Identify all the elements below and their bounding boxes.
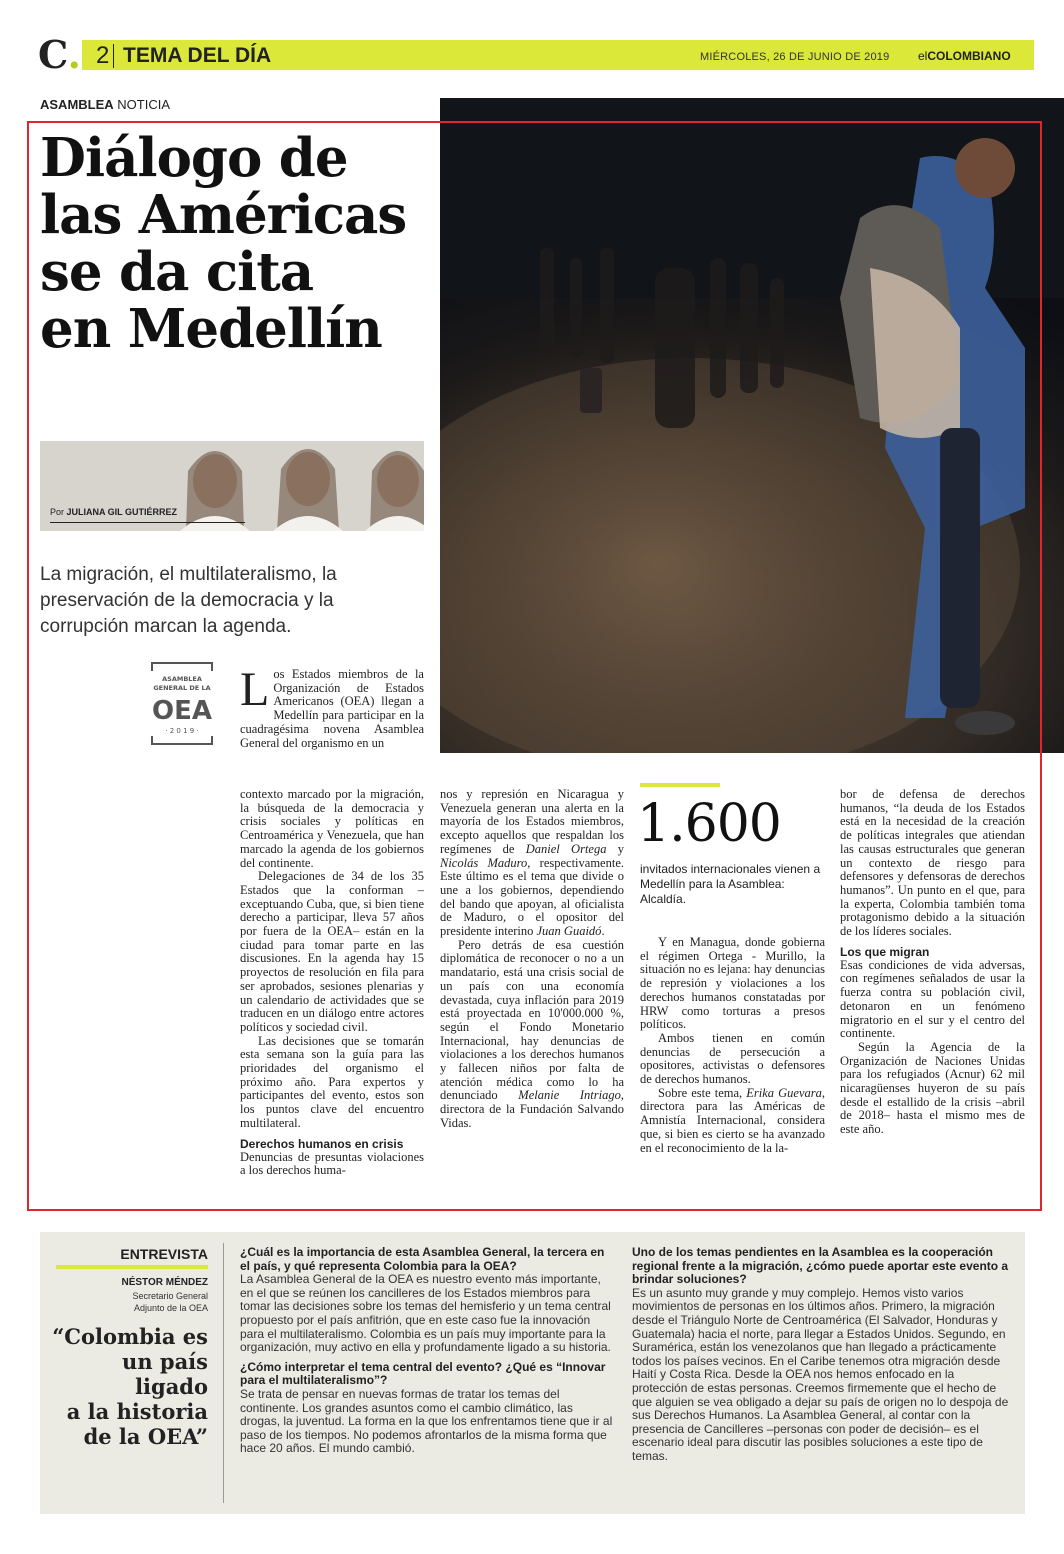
quote-line-3: a la historia bbox=[66, 1399, 208, 1424]
stat-number: 1.600 bbox=[637, 794, 781, 854]
byline-rule bbox=[50, 522, 245, 523]
interview-col-2 bbox=[632, 1246, 1010, 1470]
headline-line-3: se da cita bbox=[40, 241, 314, 303]
stat-caption: invitados internacionales vienen a Medellín para la Asamblea: Alcaldía. bbox=[640, 862, 821, 906]
article-col-1 bbox=[240, 788, 424, 1178]
interview-divider bbox=[223, 1243, 224, 1503]
oea-assembly-logo bbox=[146, 661, 218, 746]
kicker-rest: NOTICIA bbox=[113, 97, 171, 112]
col2-p1-d: . bbox=[601, 924, 605, 939]
question-1: ¿Cuál es la importancia de esta Asamblea General, la tercera en el país, y qué representa Colombia para la OEA? bbox=[240, 1245, 605, 1273]
byline-author: JULIANA GIL GUTIÉRREZ bbox=[66, 507, 178, 517]
lead-paragraph bbox=[40, 562, 420, 640]
kicker-bold: ASAMBLEA bbox=[40, 97, 114, 112]
oea-logo-main: OEA bbox=[152, 696, 212, 726]
interview-accent-bar bbox=[56, 1265, 208, 1269]
interview-col-1 bbox=[240, 1246, 615, 1462]
newspaper-logo bbox=[38, 32, 81, 77]
byline bbox=[50, 507, 177, 518]
pull-quote bbox=[46, 1324, 208, 1449]
byline-prefix: Por bbox=[50, 507, 67, 517]
col2-p1-name-ortega: Daniel Ortega bbox=[525, 841, 607, 856]
col2-p1-b: y bbox=[606, 841, 625, 856]
col5-paragraph-3: Según la Agencia de la Organización de Naciones Unidas para los refugiados (Acnur) 62 mil nicaragüenses huyeron de su país desde el estallido de la crisis –abril de 2018– hasta el mismo mes de este año. bbox=[840, 1039, 1025, 1137]
col1-paragraph-1: contexto marcado por la migración, la búsqueda de la democracia y crisis sociales y políticas en Centroamérica y Venezuela, que han marcado la agenda de los gobiernos del continente. bbox=[240, 787, 424, 870]
role-line-1: Secretario General bbox=[132, 1291, 208, 1301]
headline-line-4: en Medellín bbox=[40, 298, 382, 360]
interviewee-name: NÉSTOR MÉNDEZ bbox=[121, 1277, 208, 1288]
role-line-2: Adjunto de la OEA bbox=[133, 1303, 208, 1313]
subhead-los-que-migran: Los que migran bbox=[840, 944, 930, 959]
col1-top-text: os Estados miembros de la Organización de Estados Americanos (OEA) llegan a Medellín para participar en la cuadragésima novena Asamblea General del organismo en un bbox=[240, 667, 424, 750]
drop-cap: L bbox=[240, 663, 270, 716]
col4-p3-name: Erika Guevara bbox=[746, 1085, 822, 1100]
col2-p1-c: , respectivamente. Este último es el tema que divide o une a los gobiernos, dependiendo del bando que apoyan, al oficialista de Maduro, o el opositor del presidente interino bbox=[440, 855, 624, 939]
brand-name bbox=[918, 49, 1011, 63]
col5-paragraph-1: bor de defensa de derechos humanos, “la deuda de los Estados está en la necesidad de la creación de políticas integrales que atiendan las causas estructurales que generan un contexto de riesgo para defensores y defensoras de derechos humanos”. Un punto en el que, para la experta, Colombia también toma protagonismo debido a la situación de los líderes sociales. bbox=[840, 787, 1025, 939]
oea-logo-line2: GENERAL DE LA bbox=[153, 684, 211, 692]
col2-p1-name-maduro: Nicolás Maduro bbox=[440, 855, 528, 870]
section-title: TEMA DEL DÍA bbox=[123, 44, 272, 67]
col1-paragraph-3: Las decisiones que se tomarán esta semana son la guía para las prioridades del organismo el próximo año. Para expertos y participantes del evento, estos son los puntos clave del encuentro multilateral. bbox=[240, 1033, 424, 1130]
kicker bbox=[40, 97, 170, 113]
headline-line-1: Diálogo de bbox=[40, 127, 348, 189]
lead-line-1: La migración, el multilateralismo, la bbox=[40, 564, 337, 585]
col4-p3-b: , directora para las Américas de Amnistía Internacional, considera que, si bien es cierto se ha avanzado en el reconocimiento de la la- bbox=[640, 1085, 826, 1155]
logo-letter: C bbox=[38, 32, 68, 77]
stat-accent-bar bbox=[640, 783, 720, 787]
oea-logo-frame bbox=[146, 661, 218, 746]
col4-paragraph-1: Y en Managua, donde gobierna el régimen Ortega - Murillo, la situación no es lejana: hay denuncias de represión y violaciones a los derechos humanos constatadas por HRW como torturas a presos políticos. bbox=[640, 935, 826, 1032]
quote-line-1: “Colombia es bbox=[52, 1324, 208, 1349]
lead-line-3: corrupción marcan la agenda. bbox=[40, 616, 292, 637]
col4-paragraph-2: Ambos tienen en común denuncias de persecución a opositores, activistas o defensores de derechos humanos. bbox=[640, 1030, 825, 1087]
col2-p1-a: nos y represión en Nicaragua y Venezuela generan una alerta en la mayoría de los Estados miembros, excepto aquellos que respaldan los regímenes de bbox=[440, 787, 624, 856]
answer-2: Se trata de pensar en nuevas formas de tratar los temas del continente. Los grandes asuntos como el cambio climático, las drogas, la juventud. La forma en la que los enfrentamos tiene que ir al paso de los tiempos. No podemos afrontarlos de la misma forma que hace 20 años. El mundo cambió. bbox=[240, 1386, 613, 1456]
interviewee-role bbox=[56, 1290, 208, 1314]
col4-p3-a: Sobre este tema, bbox=[658, 1085, 747, 1100]
article-col-2 bbox=[440, 788, 624, 1131]
col2-p1-name-guaido: Juan Guaidó bbox=[536, 924, 602, 939]
page-number: 2 bbox=[96, 42, 110, 69]
col1-paragraph-4: Denuncias de presuntas violaciones a los derechos huma- bbox=[240, 1149, 424, 1178]
logo-dot: . bbox=[67, 32, 81, 77]
question-2: ¿Cómo interpretar el tema central del evento? ¿Qué es “Innovar para el multilateralismo”? bbox=[240, 1359, 606, 1388]
header-divider bbox=[113, 44, 114, 68]
oea-logo-year: · 2 0 1 9 · bbox=[165, 727, 199, 735]
question-3: Uno de los temas pendientes en la Asamblea es la cooperación regional frente a la migración, ¿cómo puede aportar este evento a brindar soluciones? bbox=[632, 1245, 1009, 1287]
col2-p2-a: Pero detrás de esa cuestión diplomática de reconocer o no a un mandatario, está una crisis social de un país con una economía devastada, cuya inflación para 2019 está proyectada en 10'000.000 %, según el Fondo Monetario Internacional, hay denuncias de violaciones a los derechos humanos y fallecen niños por falta de atención médica como lo ha denunciado bbox=[440, 937, 624, 1103]
brand-main: COLOMBIANO bbox=[927, 49, 1011, 63]
interview-label: ENTREVISTA bbox=[120, 1246, 208, 1262]
quote-line-4: de la OEA” bbox=[83, 1424, 208, 1449]
headline bbox=[40, 127, 440, 360]
headline-line-2: las Américas bbox=[40, 184, 407, 246]
col1-paragraph-2: Delegaciones de 34 de los 35 Estados que la conforman –exceptuando Cuba, que, si bien tiene derecho a participar, lleva 57 años por fuera de la OEA– están en la ciudad para tomar parte en las discusiones. En la agenda hay 15 proyectos de resolución en fila para ser aprobados, sesiones plenarias y un calendario de actividades que se traducen en un diálogo entre actores políticos y sociedad civil. bbox=[240, 869, 424, 1034]
brand-prefix: el bbox=[918, 49, 928, 63]
issue-date: MIÉRCOLES, 26 DE JUNIO DE 2019 bbox=[700, 51, 890, 63]
article-col-5 bbox=[840, 788, 1025, 1137]
answer-1: La Asamblea General de la OEA es nuestro evento más importante, en el que se reúnen los cancilleres de los Estados miembros para tomar las decisiones sobre los temas del hemisferio y un tema central propuesto por el país anfitrión, que en este caso fue la innovación para el multilateralismo. Colombia es un país muy importante para la organización, muy activo en ella y profundamente ligado a su historia. bbox=[240, 1272, 611, 1355]
col2-p2-b: , directora de la Fundación Salvando Vidas. bbox=[440, 1088, 624, 1130]
article-col-1-top bbox=[240, 663, 424, 750]
subhead-derechos-humanos: Derechos humanos en crisis bbox=[240, 1136, 404, 1151]
lead-line-2: preservación de la democracia y la bbox=[40, 590, 334, 611]
quote-line-2: un país ligado bbox=[122, 1349, 208, 1399]
col5-paragraph-2: Esas condiciones de vida adversas, con regímenes señalados de usar la fuerza contra su población civil, detonaron en un fenómeno migratorio en el sur y el centro del continente. bbox=[840, 957, 1025, 1041]
oea-logo-line1: ASAMBLEA bbox=[162, 675, 202, 683]
article-col-4 bbox=[640, 936, 825, 1155]
col2-p2-name: Melanie Intriago bbox=[518, 1088, 621, 1103]
answer-3: Es un asunto muy grande y muy complejo. Hemos visto varios movimientos de personas en los últimos años. Primero, la migración desde el Triángulo Norte de Centroamérica (El Salvador, Honduras y Guatemala) hacia el norte, para llegar a Estados Unidos. Segundo, en Suramérica, están los venezolanos que han llegado a prácticamente todos los países vecinos. En el Caribe tenemos otra migración desde Haití y Costa Rica. Desde la OEA nos hemos enfocado en la protección de estas personas. Creemos firmemente que el hecho de que alguien se vea obligado a dejar su país de origen no lo despoja de sus Derechos Humanos. La Asamblea General, al contar con la presencia de Cancilleres –personas con poder de decisión– es el escenario ideal para discutir las posibles soluciones a este tipo de temas. bbox=[632, 1285, 1009, 1463]
